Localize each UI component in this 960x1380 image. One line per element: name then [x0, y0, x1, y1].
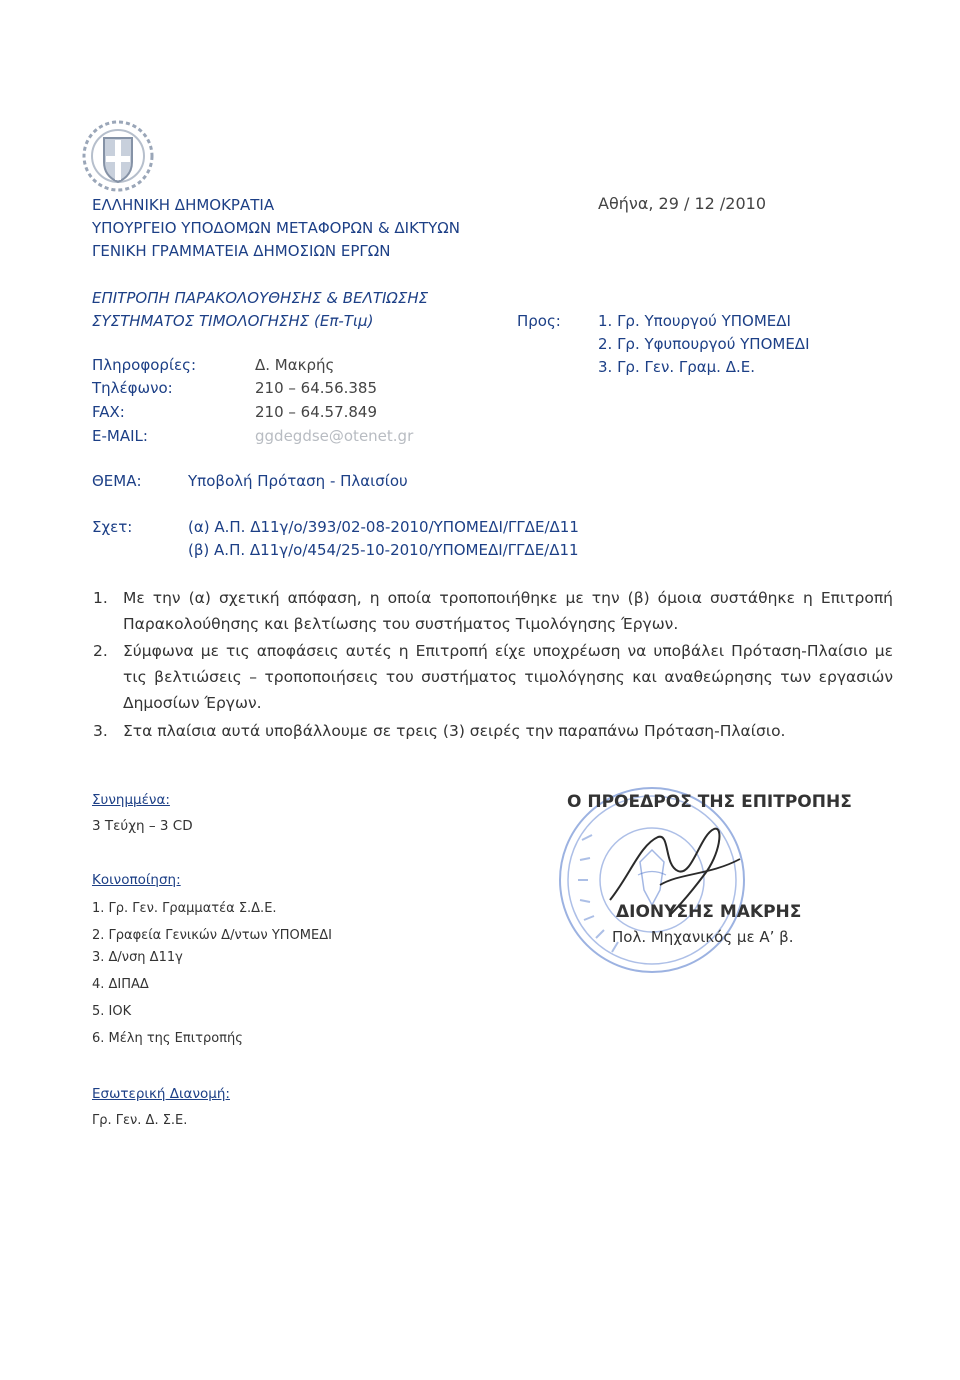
- contact-value: 210 – 64.57.849: [255, 403, 378, 421]
- contact-value: Δ. Μακρής: [255, 356, 335, 374]
- contact-label: FAX:: [92, 403, 125, 421]
- contact-label: E-MAIL:: [92, 427, 148, 445]
- letter-date: Αθήνα, 29 / 12 /2010: [598, 194, 767, 213]
- recipient-item: 3. Γρ. Γεν. Γραμ. Δ.Ε.: [598, 358, 755, 376]
- cc-item: 6. Μέλη της Επιτροπής: [92, 1031, 243, 1046]
- body-paragraph: [93, 718, 893, 744]
- internal-label: Εσωτερική Διανομή:: [92, 1086, 230, 1102]
- email-link[interactable]: ggdegdse@otenet.gr: [255, 427, 414, 445]
- signatory-role: Πολ. Μηχανικός με Α’ β.: [612, 928, 794, 946]
- subject-label: ΘΕΜΑ:: [92, 472, 142, 490]
- related-item: (β) Α.Π. Δ11γ/ο/454/25-10-2010/ΥΠΟΜΕΔΙ/ΓΓΔΕ/Δ11: [188, 541, 579, 559]
- greek-emblem-icon: [80, 118, 156, 194]
- header-secretariat: ΓΕΝΙΚΗ ΓΡΑΜΜΑΤΕΙΑ ΔΗΜΟΣΙΩΝ ΕΡΓΩΝ: [92, 242, 391, 260]
- subject-value: Υποβολή Πρόταση - Πλαισίου: [188, 472, 408, 490]
- cc-item: 4. ΔΙΠΑΔ: [92, 977, 149, 992]
- contact-value: 210 – 64.56.385: [255, 379, 378, 397]
- committee-line1: ΕΠΙΤΡΟΠΗ ΠΑΡΑΚΟΛΟΥΘΗΣΗΣ & ΒΕΛΤΙΩΣΗΣ: [92, 289, 429, 307]
- signature-title: Ο ΠΡΟΕΔΡΟΣ ΤΗΣ ΕΠΙΤΡΟΠΗΣ: [567, 792, 852, 812]
- paragraph-number: 3.: [93, 722, 108, 740]
- cc-item: 1. Γρ. Γεν. Γραμματέα Σ.Δ.Ε.: [92, 901, 277, 916]
- attachments-value: 3 Τεύχη – 3 CD: [92, 818, 193, 834]
- related-item: (α) Α.Π. Δ11γ/ο/393/02-08-2010/ΥΠΟΜΕΔΙ/ΓΓΔΕ/Δ11: [188, 518, 579, 536]
- cc-item: 2. Γραφεία Γενικών Δ/ντων ΥΠΟΜΕΔΙ: [92, 928, 332, 943]
- handwritten-signature: [600, 815, 760, 925]
- header-ministry: ΥΠΟΥΡΓΕΙΟ ΥΠΟΔΟΜΩΝ ΜΕΤΑΦΟΡΩΝ & ΔΙΚΤΥΩΝ: [92, 219, 460, 237]
- recipients-label: Προς:: [517, 312, 561, 330]
- cc-item: 3. Δ/νση Δ11γ: [92, 950, 183, 965]
- attachments-label: Συνημμένα:: [92, 792, 170, 808]
- paragraph-text: Στα πλαίσια αυτά υποβάλλουμε σε τρεις (3) σειρές την παραπάνω Πρόταση-Πλαίσιο.: [123, 722, 786, 740]
- committee-line2: ΣΥΣΤΗΜΑΤΟΣ ΤΙΜΟΛΟΓΗΣΗΣ (Επ-Τιμ): [92, 312, 374, 330]
- body-paragraph: [93, 638, 893, 716]
- paragraph-number: 2.: [93, 642, 108, 660]
- signatory-name: ΔΙΟΝΥΣΗΣ ΜΑΚΡΗΣ: [616, 902, 802, 922]
- header-country: ΕΛΛΗΝΙΚΗ ΔΗΜΟΚΡΑΤΙΑ: [92, 196, 275, 214]
- paragraph-text: Με την (α) σχετική απόφαση, η οποία τροποποιήθηκε με την (β) όμοια συστάθηκε η Επιτροπή Παρακολούθησης και βελτίωσης του συστήματος Τιμολόγησης Έργων.: [123, 589, 893, 633]
- paragraph-text: Σύμφωνα με τις αποφάσεις αυτές η Επιτροπή είχε υποχρέωση να υποβάλει Πρόταση-Πλαίσιο με τις βελτιώσεις – τροποποιήσεις του συστήματος τιμολόγησης και αναθεώρησης των εργασιών Δημοσίων Έργων.: [123, 642, 893, 712]
- internal-value: Γρ. Γεν. Δ. Σ.Ε.: [92, 1113, 188, 1128]
- body-paragraph: [93, 585, 893, 637]
- cc-label: Κοινοποίηση:: [92, 872, 181, 888]
- recipient-item: 1. Γρ. Υπουργού ΥΠΟΜΕΔΙ: [598, 312, 791, 330]
- paragraph-number: 1.: [93, 589, 108, 607]
- recipient-item: 2. Γρ. Υφυπουργού ΥΠΟΜΕΔΙ: [598, 335, 810, 353]
- contact-label: Πληροφορίες:: [92, 356, 196, 374]
- related-label: Σχετ:: [92, 518, 133, 536]
- cc-item: 5. ΙΟΚ: [92, 1004, 132, 1019]
- contact-label: Τηλέφωνο:: [92, 379, 173, 397]
